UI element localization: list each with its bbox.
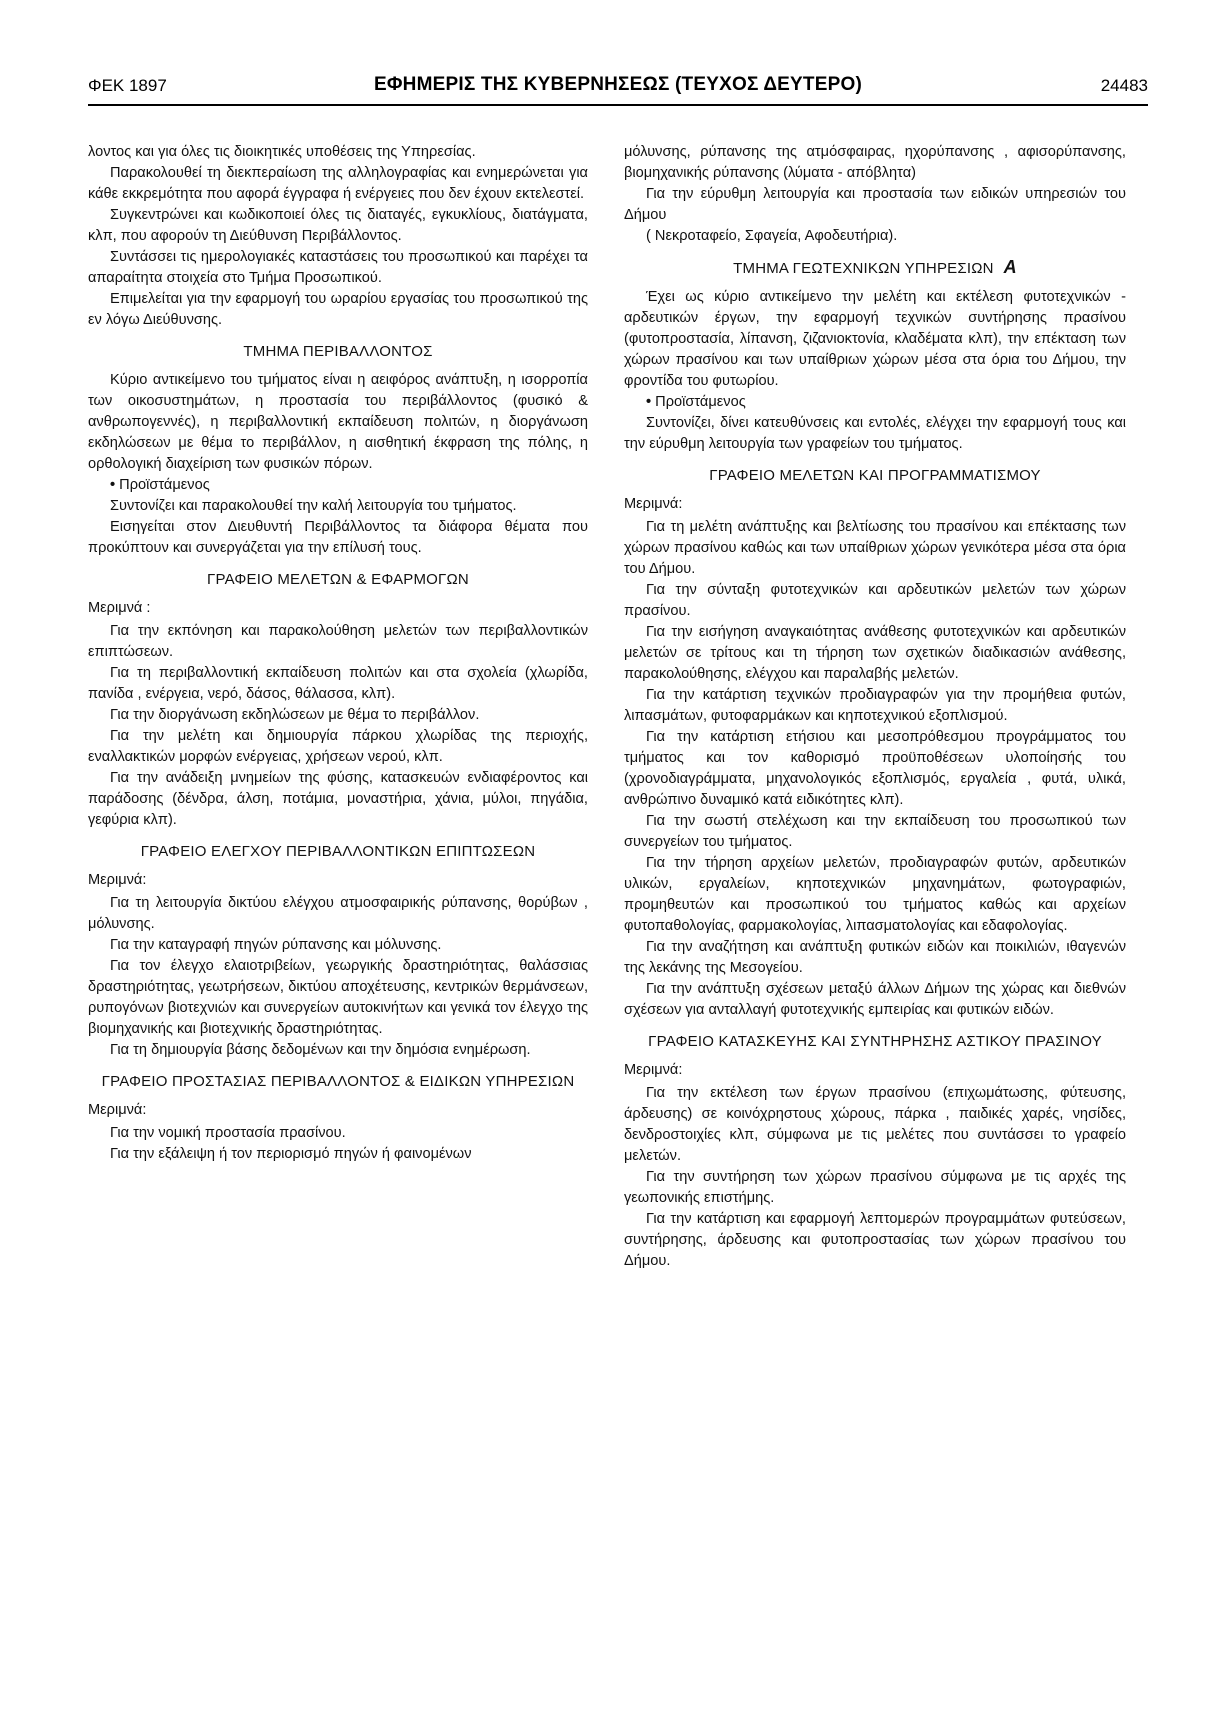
paragraph: Για τη δημιουργία βάσης δεδομένων και την δημόσια ενημέρωση. (110, 1042, 531, 1058)
paragraph: Για τη μελέτη ανάπτυξης και βελτίωσης του πρασίνου και επέκτασης των χώρων πρασίνου καθώς και των υπαίθριων χώρων γενικότερα μέσα στα όρια του Δήμου. (624, 519, 1126, 577)
paragraph: Για τη λειτουργία δικτύου ελέγχου ατμοσφαιρικής ρύπανσης, θορύβων , μόλυνσης. (88, 895, 588, 932)
handwritten-mark-icon: A (1003, 257, 1017, 277)
paragraph: ( Νεκροταφείο, Σφαγεία, Αφοδευτήρια). (646, 228, 898, 244)
label: Μεριμνά: (624, 1062, 683, 1078)
paragraph: Συγκεντρώνει και κωδικοποιεί όλες τις διαταγές, εγκυκλίους, διατάγματα, κλπ, που αφορούν τη Διεύθυνση Περιβάλλοντος. (88, 207, 588, 244)
paragraph: Για την σύνταξη φυτοτεχνικών και αρδευτικών μελετών των χώρων πρασίνου. (624, 582, 1126, 619)
paragraph: Για τη περιβαλλοντική εκπαίδευση πολιτών και στα σχολεία (χλωρίδα, πανίδα , ενέργεια, νερό, δάσος, θάλασσα, κλπ). (88, 665, 588, 702)
paragraph: Κύριο αντικείμενο του τμήματος είναι η αειφόρος ανάπτυξη, η ισορροπία των οικοσυστημάτων, η προστασία του περιβάλλοντος (φυσικό & ανθρωπογεννές), η περιβαλλοντική εκπαίδευση πολιτών, η διοργάνωση εκδηλώσεων με θέμα το περιβάλλον, η αισθητική έκφραση της πόλης, η ορθολογική διαχείριση των φυσικών πόρων. (88, 372, 588, 472)
page-number: 24483 (1100, 76, 1148, 95)
section-heading (624, 257, 1126, 279)
label: Μεριμνά: (88, 872, 147, 888)
paragraph: Για την διοργάνωση εκδηλώσεων με θέμα το περιβάλλον. (110, 707, 480, 723)
bullet-item (88, 475, 588, 496)
paragraph: Συντονίζει, δίνει κατευθύνσεις και εντολές, ελέγχει την εφαρμογή τους και την εύρυθμη λειτουργία των γραφείων του τμήματος. (624, 415, 1126, 452)
section-heading: ΓΡΑΦΕΙΟ ΜΕΛΕΤΩΝ & ΕΦΑΡΜΟΓΩΝ (207, 571, 469, 588)
paragraph: Για την εκτέλεση των έργων πρασίνου (επιχωμάτωσης, φύτευσης, άρδευσης) σε κοινόχρηστους χώρους, πάρκα , παιδικές χαρές, νησίδες, δενδροστοιχίες κλπ, σύμφωνα με τις μελέτες που συντάσσει το γραφείο μελετών. (624, 1085, 1126, 1164)
paragraph: Για την σωστή στελέχωση και την εκπαίδευση του προσωπικού των συνεργείων του τμήματος. (624, 813, 1126, 850)
section-heading: ΓΡΑΦΕΙΟ ΜΕΛΕΤΩΝ ΚΑΙ ΠΡΟΓΡΑΜΜΑΤΙΣΜΟΥ (709, 467, 1041, 484)
section-heading-text: ΤΜΗΜΑ ΓΕΩΤΕΧΝΙΚΩΝ ΥΠΗΡΕΣΙΩΝ (733, 260, 994, 277)
paragraph: Συντάσσει τις ημερολογιακές καταστάσεις του προσωπικού και παρέχει τα απαραίτητα στοιχεία στο Τμήμα Προσωπικού. (88, 249, 588, 286)
label: Μεριμνά: (624, 496, 683, 512)
paragraph: Συντονίζει και παρακολουθεί την καλή λειτουργία του τμήματος. (110, 498, 517, 514)
section-heading: ΓΡΑΦΕΙΟ ΠΡΟΣΤΑΣΙΑΣ ΠΕΡΙΒΑΛΛΟΝΤΟΣ & ΕΙΔΙΚΩΝ ΥΠΗΡΕΣΙΩΝ (101, 1073, 575, 1090)
paragraph: Για την κατάρτιση και εφαρμογή λεπτομερών προγραμμάτων φυτεύσεων, συντήρησης, άρδευσης και φυτοπροστασίας των χώρων πρασίνου του Δήμου. (624, 1211, 1126, 1269)
paragraph: Για την νομική προστασία πρασίνου. (110, 1125, 346, 1141)
page-header (88, 72, 1148, 102)
paragraph: Για την εκπόνηση και παρακολούθηση μελετών των περιβαλλοντικών επιπτώσεων. (88, 623, 588, 660)
paragraph: Για την ανάδειξη μνημείων της φύσης, κατασκευών ενδιαφέροντος και παράδοσης (δένδρα, άλση, ποτάμια, μοναστήρια, χάνια, μύλοι, πηγάδια, γεφύρια κλπ). (88, 770, 588, 828)
gazette-title: ΕΦΗΜΕΡΙΣ ΤΗΣ ΚΥΒΕΡΝΗΣΕΩΣ (ΤΕΥΧΟΣ ΔΕΥΤΕΡΟ) (374, 74, 862, 95)
paragraph: λοντος και για όλες τις διοικητικές υποθέσεις της Υπηρεσίας. (88, 144, 476, 160)
left-column (88, 142, 588, 1165)
right-column (624, 142, 1126, 1272)
paragraph: Για τον έλεγχο ελαιοτριβείων, γεωργικής δραστηριότητας, θαλάσσιας δραστηριότητας, γεωτρήσεων, δικτύου αποχέτευσης, κεντρικών θερμάνσεων, ρυπογόνων βιοτεχνιών και συνεργείων αυτοκινήτων και γενικά τον έλεγχο της βιομηχανικής και βιοτεχνικής δραστηριότητας. (88, 958, 588, 1037)
paragraph: Για την εισήγηση αναγκαιότητας ανάθεσης φυτοτεχνικών και αρδευτικών μελετών σε τρίτους και τη τήρηση των σχετικών διαδικασιών ανάθεσης, παρακολούθησης, ελέγχου και παραλαβής μελετών. (624, 624, 1126, 682)
bullet-item (624, 392, 1126, 413)
paragraph: Για την αναζήτηση και ανάπτυξη φυτικών ειδών και ποικιλιών, ιθαγενών της λεκάνης της Μεσογείου. (624, 939, 1126, 976)
paragraph: μόλυνσης, ρύπανσης της ατμόσφαιρας, ηχορύπανσης , αφισορύπανσης, βιομηχανικής ρύπανσης (λύματα - απόβλητα) (624, 144, 1126, 181)
paragraph: Επιμελείται για την εφαρμογή του ωραρίου εργασίας του προσωπικού της εν λόγω Διεύθυνσης. (88, 291, 588, 328)
paragraph: Έχει ως κύριο αντικείμενο την μελέτη και εκτέλεση φυτοτεχνικών - αρδευτικών έργων, την εφαρμογή τεχνικών συντήρησης πρασίνου (φυτοπροστασία, λίπανση, ζιζανιοκτονία, κλαδέματα κλπ), την επέκταση των χώρων πρασίνου και των υπαίθριων χώρων μέσα στα όρια του Δήμου, την φροντίδα του φυτωρίου. (624, 289, 1126, 389)
bullet-label: Προϊστάμενος (119, 477, 210, 493)
label: Μεριμνά: (88, 1102, 147, 1118)
label: Μεριμνά : (88, 600, 151, 616)
paragraph: Παρακολουθεί τη διεκπεραίωση της αλληλογραφίας και ενημερώνεται για κάθε εκκρεμότητα που αφορά έγγραφα ή ενέργειες που δεν έχουν εκτελεστεί. (88, 165, 588, 202)
section-heading: ΤΜΗΜΑ ΠΕΡΙΒΑΛΛΟΝΤΟΣ (243, 343, 433, 360)
paragraph: Εισηγείται στον Διευθυντή Περιβάλλοντος τα διάφορα θέματα που προκύπτουν και συνεργάζεται για την επίλυσή τους. (88, 519, 588, 556)
header-rule (88, 104, 1148, 106)
issue-number: ΦΕΚ 1897 (88, 76, 167, 95)
paragraph: Για την κατάρτιση τεχνικών προδιαγραφών για την προμήθεια φυτών, λιπασμάτων, φυτοφαρμάκων και κηποτεχνικού εξοπλισμού. (624, 687, 1126, 724)
paragraph: Για την τήρηση αρχείων μελετών, προδιαγραφών φυτών, αρδευτικών υλικών, εργαλείων, κηποτεχνικών μηχανημάτων, φωτογραφιών, προμηθευτών και προσωπικού του τμήματος καθώς και αρχείων φυτοπαθολογίας, φαρμακολογίας, λιπασματολογίας και εδαφολογίας. (624, 855, 1126, 934)
paragraph: Για την συντήρηση των χώρων πρασίνου σύμφωνα με τις αρχές της γεωπονικής επιστήμης. (624, 1169, 1126, 1206)
paragraph: Για την μελέτη και δημιουργία πάρκου χλωρίδας της περιοχής, εναλλακτικών μορφών ενέργειας, χρήσεων νερού, κλπ. (88, 728, 588, 765)
paragraph: Για την κατάρτιση ετήσιου και μεσοπρόθεσμου προγράμματος του τμήματος και τον καθορισμό προϋποθέσεων υλοποίησής του (χρονοδιαγράμματα, μηχανολογικός εξοπλισμός, εργαλεία , φυτά, υλικά, ανθρώπινο δυναμικό κατά ειδικότητες κλπ). (624, 729, 1126, 808)
bullet-label: Προϊστάμενος (655, 394, 746, 410)
paragraph: Για την καταγραφή πηγών ρύπανσης και μόλυνσης. (110, 937, 442, 953)
paragraph: Για την εξάλειψη ή τον περιορισμό πηγών ή φαινομένων (110, 1146, 472, 1162)
section-heading: ΓΡΑΦΕΙΟ ΚΑΤΑΣΚΕΥΗΣ ΚΑΙ ΣΥΝΤΗΡΗΣΗΣ ΑΣΤΙΚΟΥ ΠΡΑΣΙΝΟΥ (648, 1033, 1102, 1050)
section-heading: ΓΡΑΦΕΙΟ ΕΛΕΓΧΟΥ ΠΕΡΙΒΑΛΛΟΝΤΙΚΩΝ ΕΠΙΠΤΩΣΕΩΝ (140, 843, 536, 860)
paragraph: Για την ανάπτυξη σχέσεων μεταξύ άλλων Δήμων της χώρας και διεθνών σχέσεων για ανταλλαγή φυτοτεχνικής εμπειρίας και φυτικών ειδών. (624, 981, 1126, 1018)
paragraph: Για την εύρυθμη λειτουργία και προστασία των ειδικών υπηρεσιών του Δήμου (624, 186, 1126, 223)
